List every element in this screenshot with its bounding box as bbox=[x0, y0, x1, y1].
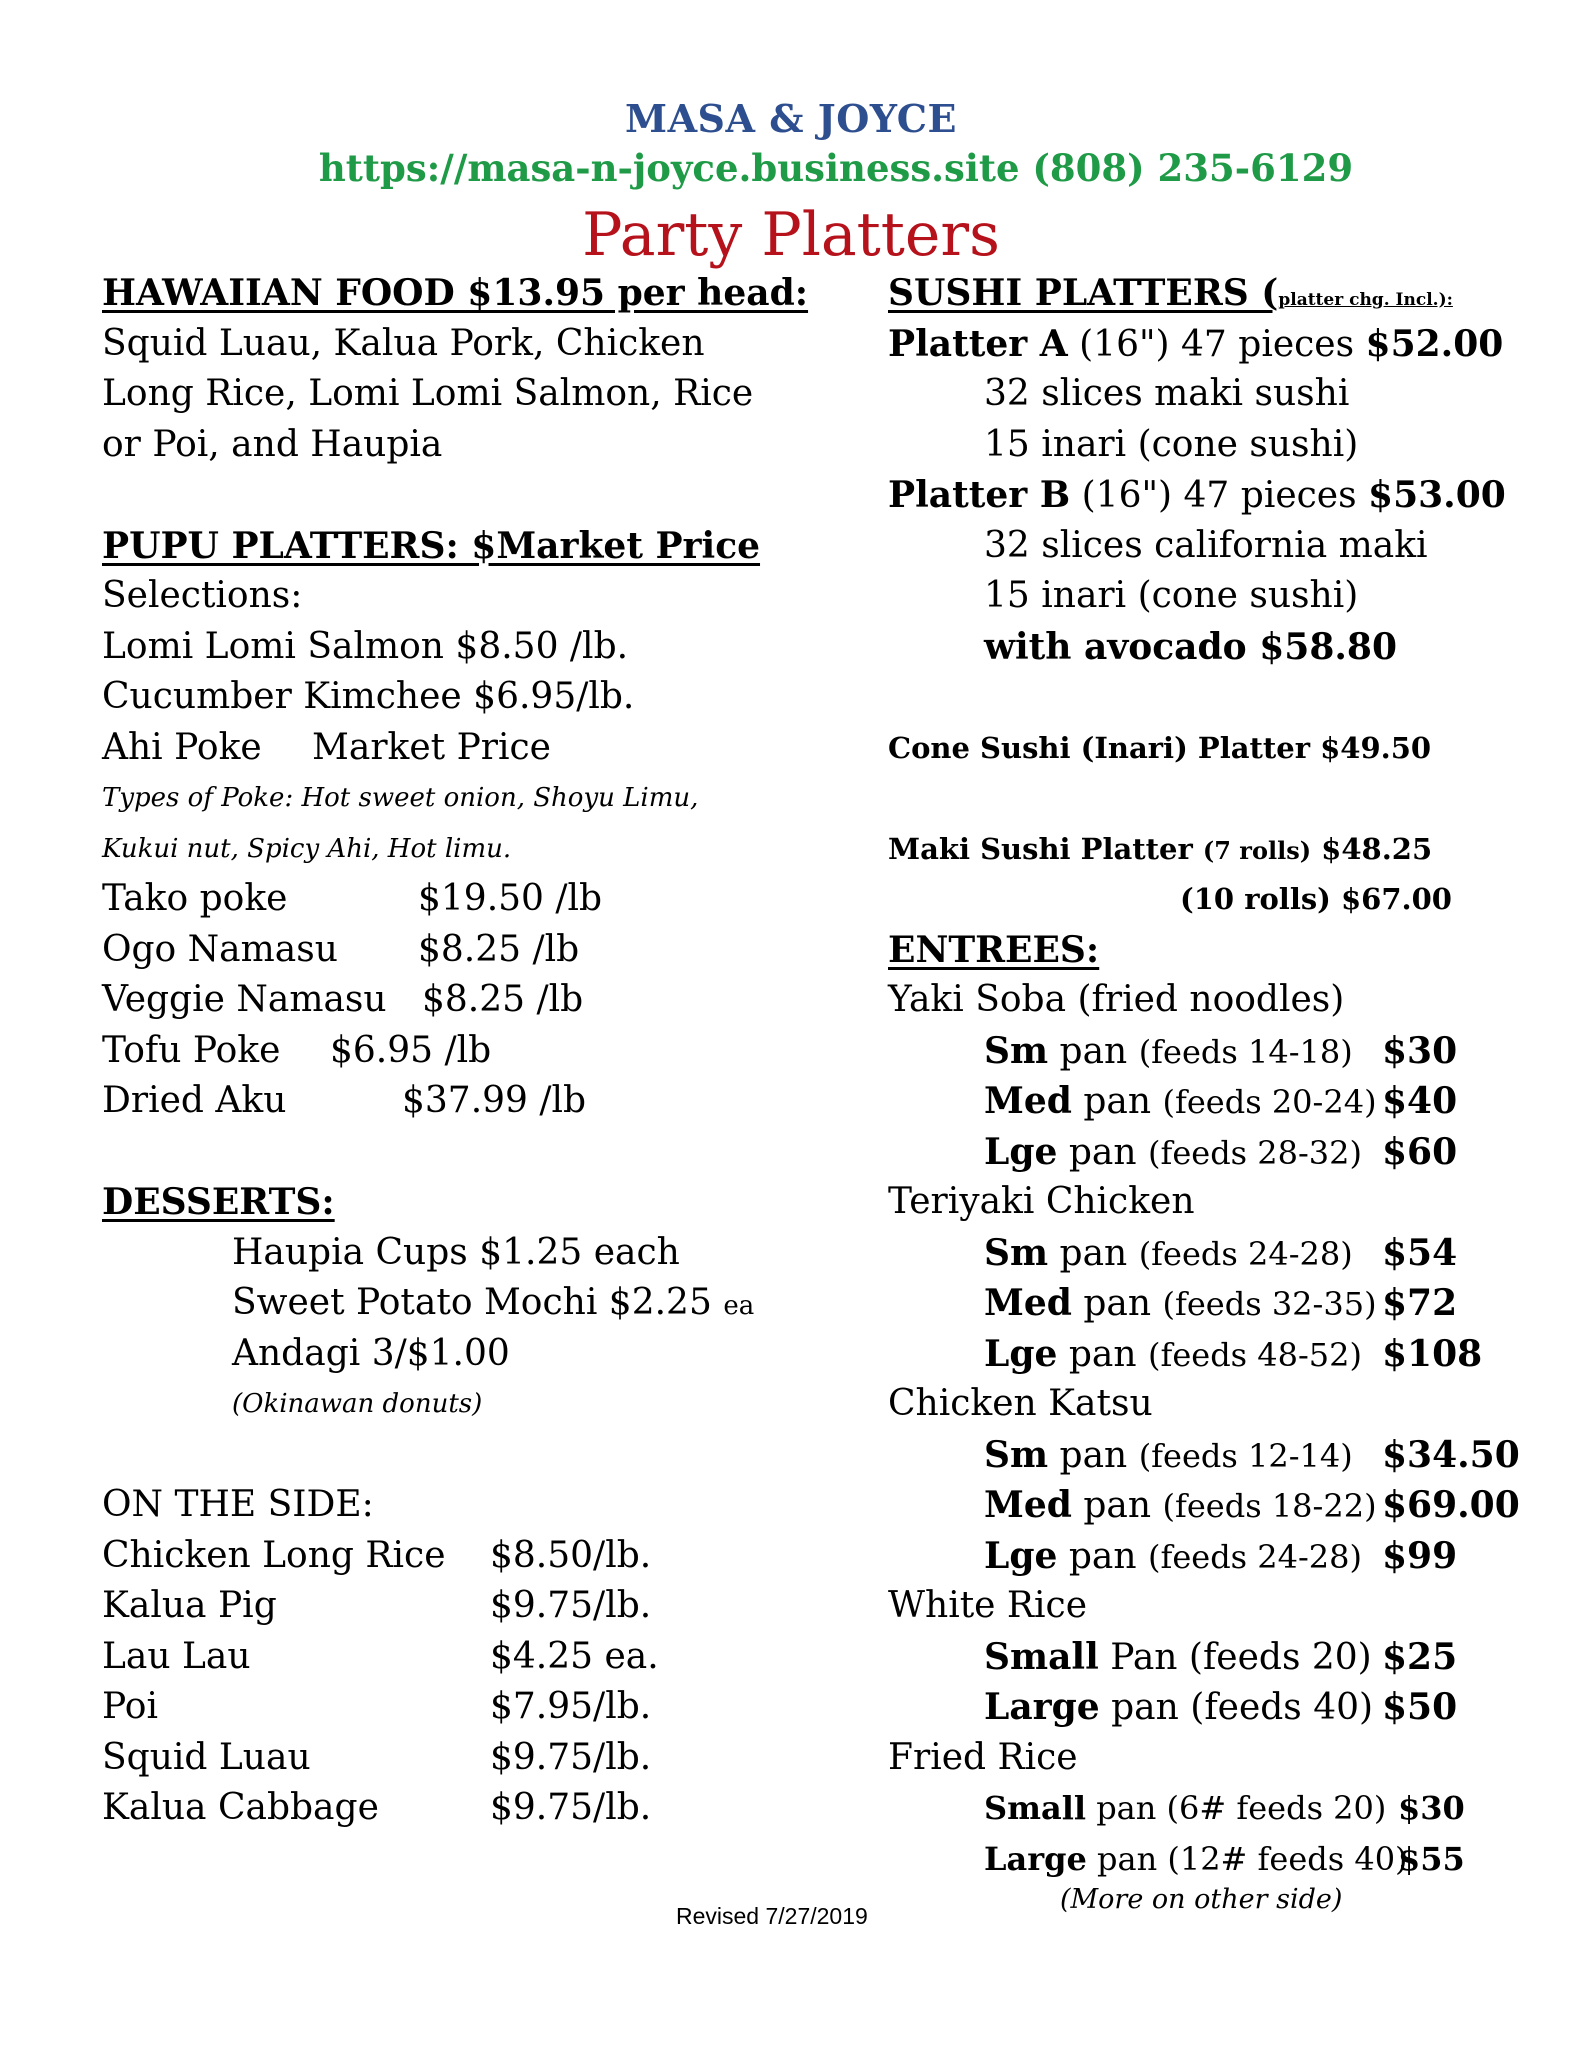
platter-a-price: $52.00 bbox=[1365, 322, 1504, 365]
entree-size-row bbox=[888, 1026, 1488, 1077]
entree-size-row bbox=[888, 1480, 1520, 1531]
feeds-label: (12# feeds 40) bbox=[1167, 1839, 1408, 1878]
feeds-label: (feeds 12-14) bbox=[1138, 1436, 1353, 1475]
entree-size-row bbox=[888, 1430, 1520, 1481]
page-title: Party Platters bbox=[582, 200, 1000, 270]
item-price: $19.50 /lb bbox=[418, 878, 603, 919]
item-name: Tofu Poke bbox=[102, 1029, 281, 1071]
side-item bbox=[102, 1581, 792, 1632]
pupu-item bbox=[102, 874, 792, 925]
entree-name: Fried Rice bbox=[888, 1736, 1078, 1778]
pan-label: pan bbox=[1071, 1485, 1163, 1526]
size-label: Small bbox=[984, 1789, 1087, 1827]
item-name: Dried Aku bbox=[102, 1080, 287, 1121]
platter-a-line: 32 slices maki sushi bbox=[984, 373, 1350, 414]
item-name: Poi bbox=[102, 1686, 158, 1727]
size-label: Med bbox=[984, 1484, 1072, 1526]
platter-b bbox=[888, 470, 1506, 521]
platter-b-line: 15 inari (cone sushi) bbox=[984, 575, 1359, 616]
entree-price: $50 bbox=[1382, 1686, 1458, 1728]
side-item bbox=[102, 1783, 792, 1834]
revised-date: Revised 7/27/2019 bbox=[676, 1903, 868, 1929]
size-label: Sm bbox=[984, 1433, 1049, 1476]
size-label: Sm bbox=[984, 1029, 1049, 1072]
item-price: $8.25 /lb bbox=[418, 928, 580, 970]
contact-line: https://masa-n-joyce.business.site (808) 235-6129 bbox=[318, 146, 1354, 190]
pan-label: pan bbox=[1071, 1081, 1163, 1122]
entree-name: White Rice bbox=[888, 1585, 1088, 1626]
item-price: $4.25 ea. bbox=[490, 1635, 659, 1677]
feeds-label: (feeds 28-32) bbox=[1147, 1133, 1362, 1172]
pan-label: Pan bbox=[1098, 1636, 1189, 1678]
mochi-unit: ea bbox=[723, 1291, 755, 1321]
feeds-label: (6# feeds 20) bbox=[1166, 1789, 1387, 1827]
pan-label: pan bbox=[1086, 1789, 1167, 1827]
item-name: Ogo Namasu bbox=[102, 928, 338, 970]
pupu-item bbox=[102, 925, 792, 976]
entree-size-row bbox=[888, 1278, 1488, 1329]
side-item bbox=[102, 1632, 792, 1683]
pupu-item bbox=[102, 1026, 792, 1077]
item-name: Squid Luau bbox=[102, 1736, 311, 1778]
platter-a bbox=[888, 319, 1504, 370]
item-price: $8.50/lb. bbox=[490, 1534, 652, 1576]
maki-rolls: (7 rolls) bbox=[1202, 835, 1312, 865]
item-price: $7.95/lb. bbox=[490, 1686, 652, 1727]
poke-types: Kukui nut, Spicy Ahi, Hot limu. bbox=[102, 833, 512, 864]
item-name: Tako poke bbox=[102, 878, 288, 919]
size-label: Lge bbox=[984, 1130, 1058, 1173]
maki-label: Maki Sushi Platter bbox=[888, 831, 1203, 866]
entree-name: Yaki Soba (fried noodles) bbox=[888, 979, 1345, 1020]
pan-label: pan bbox=[1057, 1333, 1148, 1375]
pan-label: pan bbox=[1048, 1232, 1139, 1274]
poke-types: Types of Poke: Hot sweet onion, Shoyu Limu, bbox=[102, 783, 699, 813]
brand-name: MASA & JOYCE bbox=[625, 96, 957, 141]
platter-b-desc: (16") 47 pieces bbox=[1070, 475, 1369, 516]
pan-label: pan bbox=[1048, 1434, 1139, 1476]
side-item bbox=[102, 1733, 792, 1784]
size-label: Large bbox=[984, 1686, 1100, 1728]
pan-label: pan bbox=[1048, 1030, 1139, 1072]
size-label: Med bbox=[984, 1282, 1072, 1324]
feeds-label: (feeds 40) bbox=[1190, 1687, 1374, 1728]
maki10-rolls: (10 rolls) bbox=[1180, 882, 1331, 916]
ahi-price: Market Price bbox=[312, 726, 551, 768]
entree-price: $30 bbox=[1382, 1029, 1458, 1072]
feeds-label: (feeds 24-28) bbox=[1138, 1234, 1353, 1273]
desserts-heading: DESSERTS: bbox=[102, 1181, 335, 1223]
sushi-heading bbox=[888, 268, 1488, 319]
side-heading: ON THE SIDE: bbox=[102, 1484, 374, 1525]
pan-label: pan bbox=[1057, 1535, 1148, 1577]
feeds-label: (feeds 48-52) bbox=[1147, 1335, 1362, 1374]
item-price: $37.99 /lb bbox=[402, 1080, 587, 1121]
pupu-kimchee: Cucumber Kimchee $6.95/lb. bbox=[102, 676, 635, 717]
size-label: Sm bbox=[984, 1231, 1049, 1274]
item-price: $8.25 /lb bbox=[422, 979, 584, 1020]
hawaiian-line: or Poi, and Haupia bbox=[102, 423, 443, 465]
size-label: Lge bbox=[984, 1332, 1058, 1375]
pupu-heading: PUPU PLATTERS: $Market Price bbox=[102, 524, 761, 567]
platter-b-price: $53.00 bbox=[1368, 474, 1506, 516]
platter-a-desc: (16") 47 pieces bbox=[1067, 323, 1366, 365]
item-name: Kalua Cabbage bbox=[102, 1787, 379, 1828]
entree-price: $54 bbox=[1382, 1231, 1458, 1274]
dessert-haupia: Haupia Cups $1.25 each bbox=[232, 1231, 680, 1273]
entree-size-row bbox=[888, 1127, 1488, 1178]
item-name: Lau Lau bbox=[102, 1635, 251, 1677]
entree-size-row bbox=[888, 1531, 1488, 1582]
hawaiian-line: Squid Luau, Kalua Pork, Chicken bbox=[102, 322, 705, 364]
left-column bbox=[102, 268, 809, 1834]
side-item bbox=[102, 1531, 792, 1582]
feeds-label: (feeds 32-35) bbox=[1162, 1285, 1377, 1323]
item-name: Chicken Long Rice bbox=[102, 1534, 446, 1576]
entree-price: $69.00 bbox=[1382, 1484, 1520, 1526]
sushi-heading-text: SUSHI PLATTERS ( bbox=[888, 272, 1279, 314]
entree-size-row bbox=[888, 1228, 1488, 1279]
item-price: $9.75/lb. bbox=[490, 1787, 652, 1828]
ahi-name: Ahi Poke bbox=[102, 726, 262, 768]
right-column bbox=[888, 268, 1520, 1884]
entree-price: $72 bbox=[1382, 1282, 1458, 1324]
entree-name: Chicken Katsu bbox=[888, 1383, 1153, 1424]
platter-b-label: Platter B bbox=[888, 474, 1071, 516]
entree-price: $108 bbox=[1382, 1332, 1483, 1375]
size-label: Small bbox=[984, 1635, 1099, 1678]
andagi-note: (Okinawan donuts) bbox=[232, 1389, 483, 1419]
maki-price: $48.25 bbox=[1311, 831, 1433, 866]
entree-size-row bbox=[888, 1329, 1488, 1380]
entree-size-row bbox=[888, 1632, 1488, 1683]
platter-a-label: Platter A bbox=[888, 322, 1068, 365]
hawaiian-heading: HAWAIIAN FOOD $13.95 per head: bbox=[102, 272, 809, 314]
entree-size-row bbox=[888, 1783, 1488, 1834]
pupu-item bbox=[102, 1076, 792, 1127]
item-price: $9.75/lb. bbox=[490, 1736, 652, 1778]
pan-label: pan bbox=[1071, 1283, 1163, 1324]
entree-name: Teriyaki Chicken bbox=[888, 1181, 1195, 1222]
entree-price: $40 bbox=[1382, 1080, 1458, 1122]
pan-label: pan bbox=[1086, 1839, 1168, 1878]
maki-ten-rolls bbox=[888, 874, 1488, 925]
sushi-heading-note: platter chg. Incl.): bbox=[1278, 290, 1453, 310]
feeds-label: (feeds 20) bbox=[1188, 1636, 1372, 1678]
entree-size-row bbox=[888, 1076, 1488, 1127]
entree-price: $60 bbox=[1382, 1130, 1458, 1173]
more-other-side: (More on other side) bbox=[1060, 1884, 1343, 1915]
entree-price: $99 bbox=[1382, 1534, 1458, 1577]
feeds-label: (feeds 20-24) bbox=[1162, 1083, 1377, 1121]
entree-price: $25 bbox=[1382, 1635, 1458, 1678]
item-name: Kalua Pig bbox=[102, 1585, 277, 1626]
platter-b-line: 32 slices california maki bbox=[984, 524, 1428, 566]
platter-b-avocado: with avocado $58.80 bbox=[984, 625, 1397, 668]
entree-price: $34.50 bbox=[1382, 1433, 1520, 1476]
entree-price: $30 bbox=[1398, 1789, 1465, 1827]
pupu-item bbox=[102, 975, 792, 1026]
item-price: $6.95 /lb bbox=[330, 1029, 492, 1071]
pupu-selections: Selections: bbox=[102, 575, 303, 616]
maki10-price: $67.00 bbox=[1330, 882, 1452, 916]
cone-sushi-platter: Cone Sushi (Inari) Platter $49.50 bbox=[888, 730, 1432, 765]
platter-a-line: 15 inari (cone sushi) bbox=[984, 423, 1359, 465]
item-price: $9.75/lb. bbox=[490, 1585, 652, 1626]
entree-price: $55 bbox=[1398, 1839, 1465, 1878]
feeds-label: (feeds 14-18) bbox=[1138, 1032, 1353, 1071]
dessert-mochi bbox=[102, 1278, 792, 1329]
pan-label: pan bbox=[1057, 1131, 1148, 1173]
feeds-label: (feeds 18-22) bbox=[1162, 1487, 1377, 1525]
entrees-heading: ENTREES: bbox=[888, 928, 1100, 971]
size-label: Lge bbox=[984, 1534, 1058, 1577]
size-label: Med bbox=[984, 1080, 1072, 1122]
dessert-andagi: Andagi 3/$1.00 bbox=[232, 1332, 510, 1374]
maki-sushi-platter bbox=[888, 824, 1488, 875]
pan-label: pan bbox=[1099, 1687, 1191, 1728]
item-name: Veggie Namasu bbox=[102, 979, 387, 1020]
feeds-label: (feeds 24-28) bbox=[1147, 1537, 1362, 1576]
entree-size-row bbox=[888, 1834, 1488, 1885]
hawaiian-line: Long Rice, Lomi Lomi Salmon, Rice bbox=[102, 373, 754, 414]
entree-size-row bbox=[888, 1682, 1488, 1733]
pupu-ahi bbox=[102, 723, 792, 774]
side-item bbox=[102, 1682, 792, 1733]
size-label: Large bbox=[984, 1839, 1087, 1878]
entree-list bbox=[888, 975, 1520, 1884]
pupu-lomi: Lomi Lomi Salmon $8.50 /lb. bbox=[102, 625, 629, 667]
mochi-text: Sweet Potato Mochi $2.25 bbox=[232, 1282, 712, 1323]
